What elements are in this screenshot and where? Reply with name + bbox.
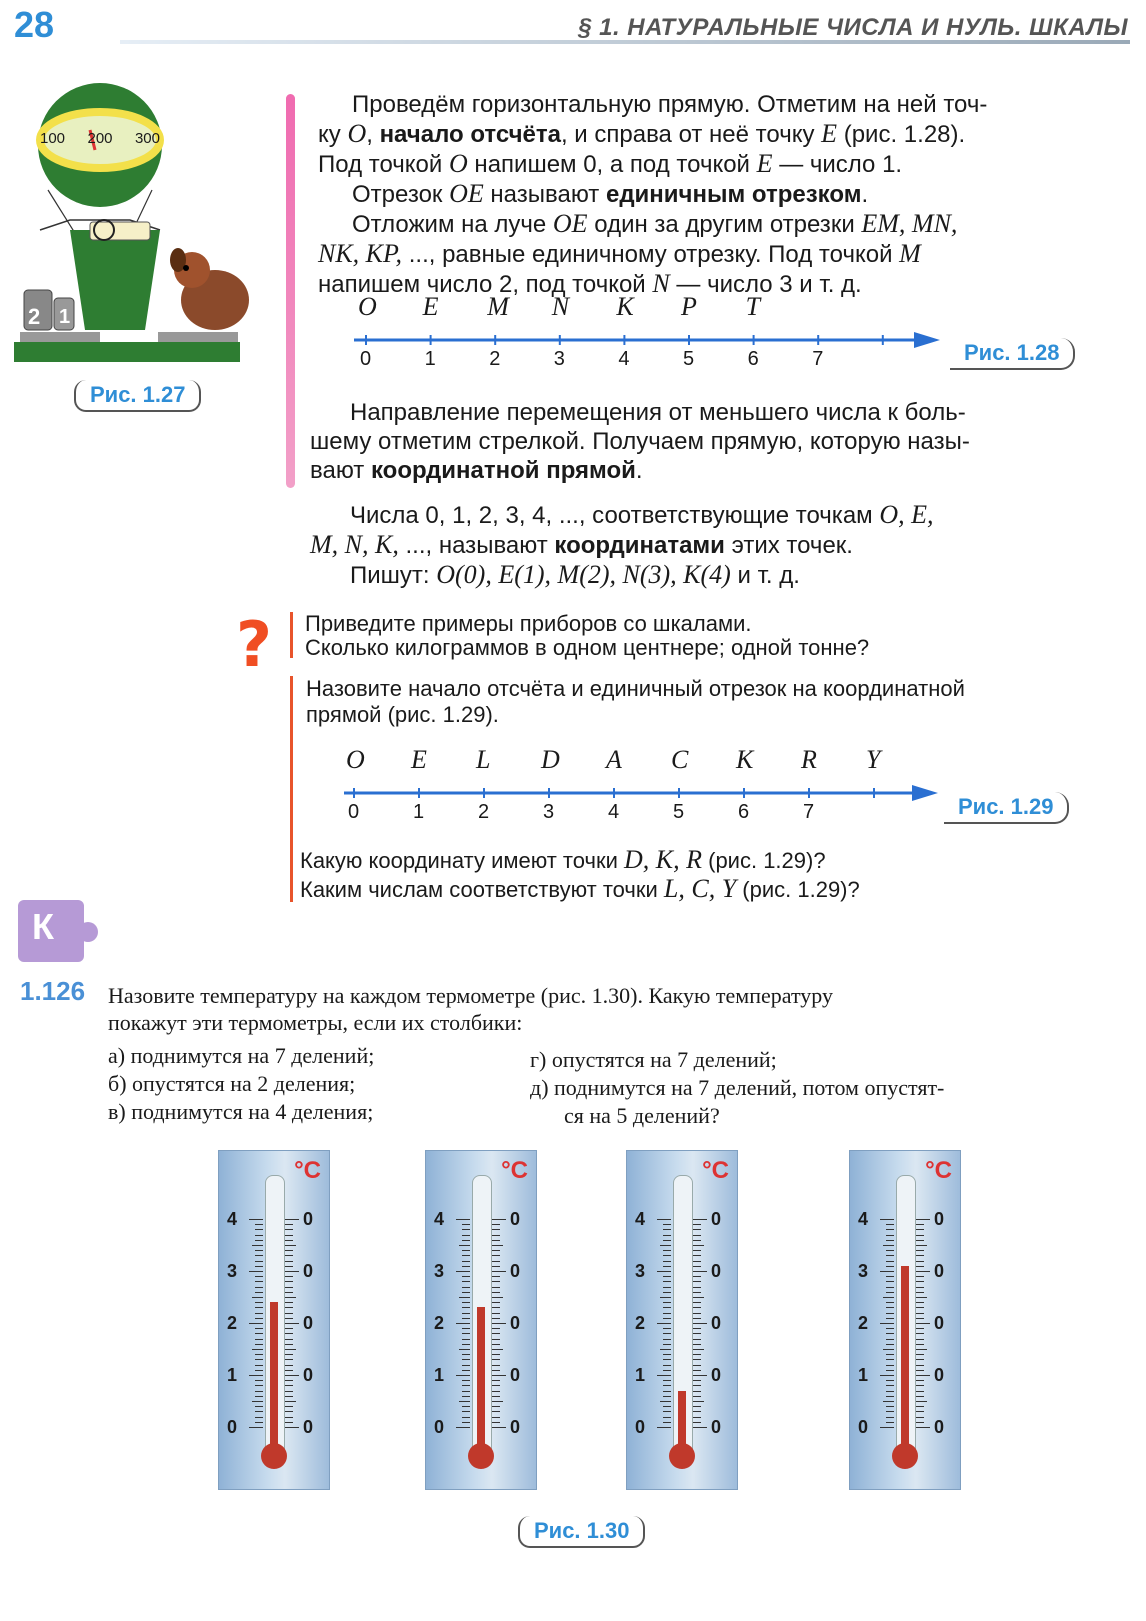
scale-label: 0 (711, 1261, 722, 1281)
scale-label: 0 (303, 1261, 314, 1281)
question-bracket (290, 676, 299, 902)
point-label: O (346, 745, 365, 774)
point-label: C (671, 745, 689, 774)
scale-label: 0 (858, 1417, 869, 1437)
scale-label: 0 (934, 1209, 945, 1229)
scale-label: 0 (303, 1365, 314, 1385)
weight-label: 2 (28, 304, 41, 329)
scale-label: 0 (510, 1261, 521, 1281)
question-block-1 (290, 612, 869, 658)
exercise-item: в) поднимутся на 4 деления; (108, 1099, 374, 1124)
figure-caption-128: Рис. 1.28 (950, 338, 1075, 370)
point-label: L (476, 745, 491, 774)
dial-labels (40, 130, 160, 147)
thermometer (425, 1150, 537, 1490)
point-label: P (681, 292, 697, 321)
scale-label: 3 (434, 1261, 445, 1281)
direction-paragraph: Направление перемещения от меньшего числа к боль- шему отметим стрелкой. Получаем прямую, которую назы- вают координатной прямой. (310, 399, 970, 484)
point-label: O (358, 292, 377, 321)
scale-label: 4 (227, 1209, 238, 1229)
point-label: Y (866, 745, 881, 774)
exercise-text: Назовите температуру на каждом термометре (рис. 1.30). Какую температуру покажут эти термометры, если их столбики: (108, 983, 833, 1035)
exercise-item: г) опустятся на 7 делений; (530, 1047, 777, 1072)
scale-label: 0 (934, 1417, 945, 1437)
mercury-column (477, 1307, 485, 1447)
scale-label: 0 (227, 1417, 238, 1437)
scale-illustration (10, 80, 260, 380)
scale-label: 0 (711, 1365, 722, 1385)
question-block-2: Назовите начало отсчёта и единичный отрезок на координатной прямой (рис. 1.29). (306, 676, 965, 727)
coordinate-label: 5 (683, 348, 695, 370)
number-line-129 (330, 745, 970, 835)
mercury-bulb (261, 1443, 287, 1469)
mercury-column (901, 1266, 909, 1447)
highlight-bar (286, 94, 295, 488)
scale-label: 4 (635, 1209, 646, 1229)
question: Приведите примеры приборов со шкалами. (305, 611, 752, 636)
coordinate-label: 0 (348, 801, 360, 823)
dial-label: 200 (87, 130, 113, 147)
scale-label: 3 (635, 1261, 646, 1281)
scale-label: 1 (635, 1365, 646, 1385)
key-task-badge: К (18, 900, 84, 962)
coordinate-label: 7 (812, 348, 824, 370)
mercury-bulb (468, 1443, 494, 1469)
coordinate-label: 6 (747, 348, 759, 370)
scale-label: 2 (227, 1313, 238, 1333)
mercury-bulb (669, 1443, 695, 1469)
celsius-unit: °C (501, 1157, 528, 1184)
question-mark-icon: ? (236, 608, 272, 681)
scale-label: 0 (635, 1417, 646, 1437)
section-title: § 1. НАТУРАЛЬНЫЕ ЧИСЛА И НУЛЬ. ШКАЛЫ (578, 14, 1128, 41)
number-line-128 (340, 292, 960, 382)
scale-label: 0 (303, 1417, 314, 1437)
question-block-3: Какую координату имеют точки D, K, R (рис. 1.29)? Каким числам соответствуют точки L, C, Y (рис. 1.29)? (300, 845, 860, 903)
point-label: A (606, 745, 622, 774)
question: Сколько килограммов в одном центнере; одной тонне? (305, 635, 870, 660)
dial-label: 100 (40, 130, 66, 147)
celsius-unit: °C (925, 1157, 952, 1184)
mercury-column (270, 1302, 278, 1447)
scale-label: 4 (858, 1209, 869, 1229)
scale-label: 4 (434, 1209, 445, 1229)
scale-label: 2 (858, 1313, 869, 1333)
page-number: 28 (14, 4, 55, 45)
coordinate-label: 2 (489, 348, 501, 370)
exercise-item: а) поднимутся на 7 делений; (108, 1043, 375, 1068)
coordinate-label: 4 (618, 348, 630, 370)
scale-label: 0 (510, 1209, 521, 1229)
weight-label: 1 (59, 306, 71, 328)
point-label: T (745, 292, 761, 321)
scale-label: 0 (934, 1365, 945, 1385)
scale-label: 1 (434, 1365, 445, 1385)
mercury-bulb (892, 1443, 918, 1469)
point-label: N (551, 292, 570, 321)
scale-label: 0 (934, 1261, 945, 1281)
scale-label: 0 (711, 1313, 722, 1333)
scale-label: 2 (434, 1313, 445, 1333)
thermometer (218, 1150, 330, 1490)
scale-label: 1 (858, 1365, 869, 1385)
intro-paragraph: Проведём горизонтальную прямую. Отметим на ней точ- ку O, начало отсчёта, и справа от неё точку E (рис. 1.28). Под точкой O напишем 0, а под точкой E — число 1. Отрезок OE называют единичным отрезком. Отложим на луче OE один за другим отрезки EM, MN, NK, KP, ..., равные единичному отрезку. Под точкой M напишем число 2, под точкой N — число 3 и т. д. (318, 91, 988, 298)
point-label: K (736, 745, 754, 774)
scale-label: 0 (510, 1313, 521, 1333)
coordinates-paragraph: Числа 0, 1, 2, 3, 4, ..., соответствующие точкам O, E, M, N, K, ..., называют координатами этих точек. Пишут: O(0), E(1), M(2), N(3), K(4) и т. д. (310, 500, 934, 589)
scale-label: 0 (711, 1209, 722, 1229)
coordinate-label: 3 (543, 801, 555, 823)
coordinate-label: 7 (803, 801, 815, 823)
exercise-items-left (108, 1042, 374, 1126)
coordinate-label: 3 (553, 348, 565, 370)
figure-caption-127: Рис. 1.27 (74, 380, 201, 412)
coordinate-label: 6 (738, 801, 750, 823)
coordinate-label: 2 (478, 801, 490, 823)
scale-label: 0 (510, 1365, 521, 1385)
celsius-unit: °C (294, 1157, 321, 1184)
point-label: K (616, 292, 634, 321)
coordinate-label: 4 (608, 801, 620, 823)
point-label: M (487, 292, 509, 321)
thermometer (849, 1150, 961, 1490)
dial-label: 300 (134, 130, 160, 147)
point-label: E (422, 292, 439, 321)
scale-label: 0 (434, 1417, 445, 1437)
coordinate-label: 1 (413, 801, 425, 823)
exercise-item: б) опустятся на 2 деления; (108, 1071, 356, 1096)
exercise-number: 1.126 (20, 976, 86, 1006)
scale-label: 3 (858, 1261, 869, 1281)
celsius-unit: °C (702, 1157, 729, 1184)
coordinate-label: 0 (360, 348, 372, 370)
scale-label: 3 (227, 1261, 238, 1281)
coordinate-label: 5 (673, 801, 685, 823)
coordinate-label: 1 (424, 348, 436, 370)
point-label: E (411, 745, 427, 774)
point-label: D (541, 745, 560, 774)
scale-label: 0 (303, 1313, 314, 1333)
thermometer (626, 1150, 738, 1490)
exercise-item: д) поднимутся на 7 делений, потом опустят- (530, 1075, 945, 1100)
scale-label: 2 (635, 1313, 646, 1333)
scale-label: 0 (510, 1417, 521, 1437)
scale-label: 0 (303, 1209, 314, 1229)
mercury-column (678, 1391, 686, 1447)
point-label: R (801, 745, 817, 774)
figure-caption-130: Рис. 1.30 (518, 1516, 645, 1548)
exercise-items-right (530, 1046, 944, 1130)
exercise-item: ся на 5 делений? (564, 1103, 720, 1128)
figure-caption-129: Рис. 1.29 (944, 792, 1069, 824)
scale-label: 0 (711, 1417, 722, 1437)
scale-label: 0 (934, 1313, 945, 1333)
thermometers (0, 1150, 1146, 1500)
scale-label: 1 (227, 1365, 238, 1385)
